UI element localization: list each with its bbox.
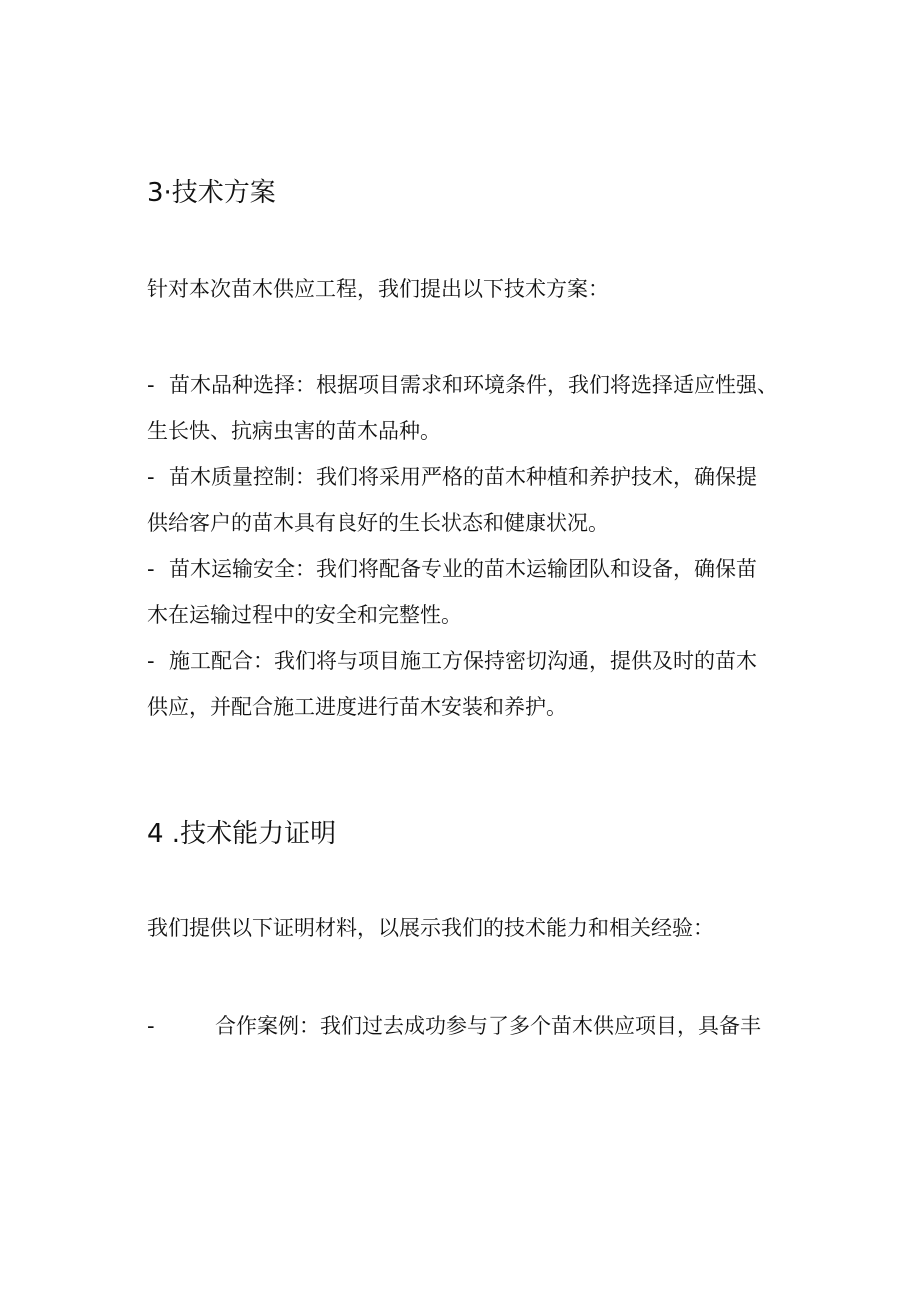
bullet-text: 苗木运输安全：我们将配备专业的苗木运输团队和设备，确保苗 <box>169 557 757 581</box>
bullet-line <box>147 1003 761 1049</box>
bullet-text: 苗木品种选择：根据项目需求和环境条件，我们将选择适应性强、 <box>169 373 778 397</box>
list-item <box>147 638 778 730</box>
list-item <box>147 546 778 638</box>
list-item <box>147 362 778 454</box>
bullet-dash: - <box>147 1014 155 1038</box>
bullet-text: 合作案例：我们过去成功参与了多个苗木供应项目，具备丰 <box>215 1014 761 1038</box>
bullet-line <box>147 638 778 684</box>
bullet-dash: - <box>147 373 155 397</box>
bullet-continuation: 供应，并配合施工进度进行苗木安装和养护。 <box>147 695 567 719</box>
bullet-dash: - <box>147 557 155 581</box>
section-3-intro: 针对本次苗木供应工程，我们提出以下技术方案： <box>147 277 609 301</box>
bullet-dash: - <box>147 465 155 489</box>
bullet-text: 施工配合：我们将与项目施工方保持密切沟通，提供及时的苗木 <box>169 649 757 673</box>
bullet-continuation: 木在运输过程中的安全和完整性。 <box>147 603 462 627</box>
section-3-bullet-list <box>147 362 778 730</box>
section-4-heading: 4 .技术能力证明 <box>147 819 337 849</box>
bullet-dash: - <box>147 649 155 673</box>
bullet-line <box>147 362 778 408</box>
section-3-heading: 3·技术方案 <box>147 178 276 208</box>
bullet-text: 苗木质量控制：我们将采用严格的苗木种植和养护技术，确保提 <box>169 465 757 489</box>
section-4-bullet-list <box>147 1003 761 1049</box>
bullet-line <box>147 454 778 500</box>
bullet-line <box>147 546 778 592</box>
list-item <box>147 1003 761 1049</box>
bullet-continuation: 供给客户的苗木具有良好的生长状态和健康状况。 <box>147 511 609 535</box>
list-item <box>147 454 778 546</box>
bullet-continuation: 生长快、抗病虫害的苗木品种。 <box>147 419 441 443</box>
section-4-intro: 我们提供以下证明材料，以展示我们的技术能力和相关经验： <box>147 916 714 940</box>
